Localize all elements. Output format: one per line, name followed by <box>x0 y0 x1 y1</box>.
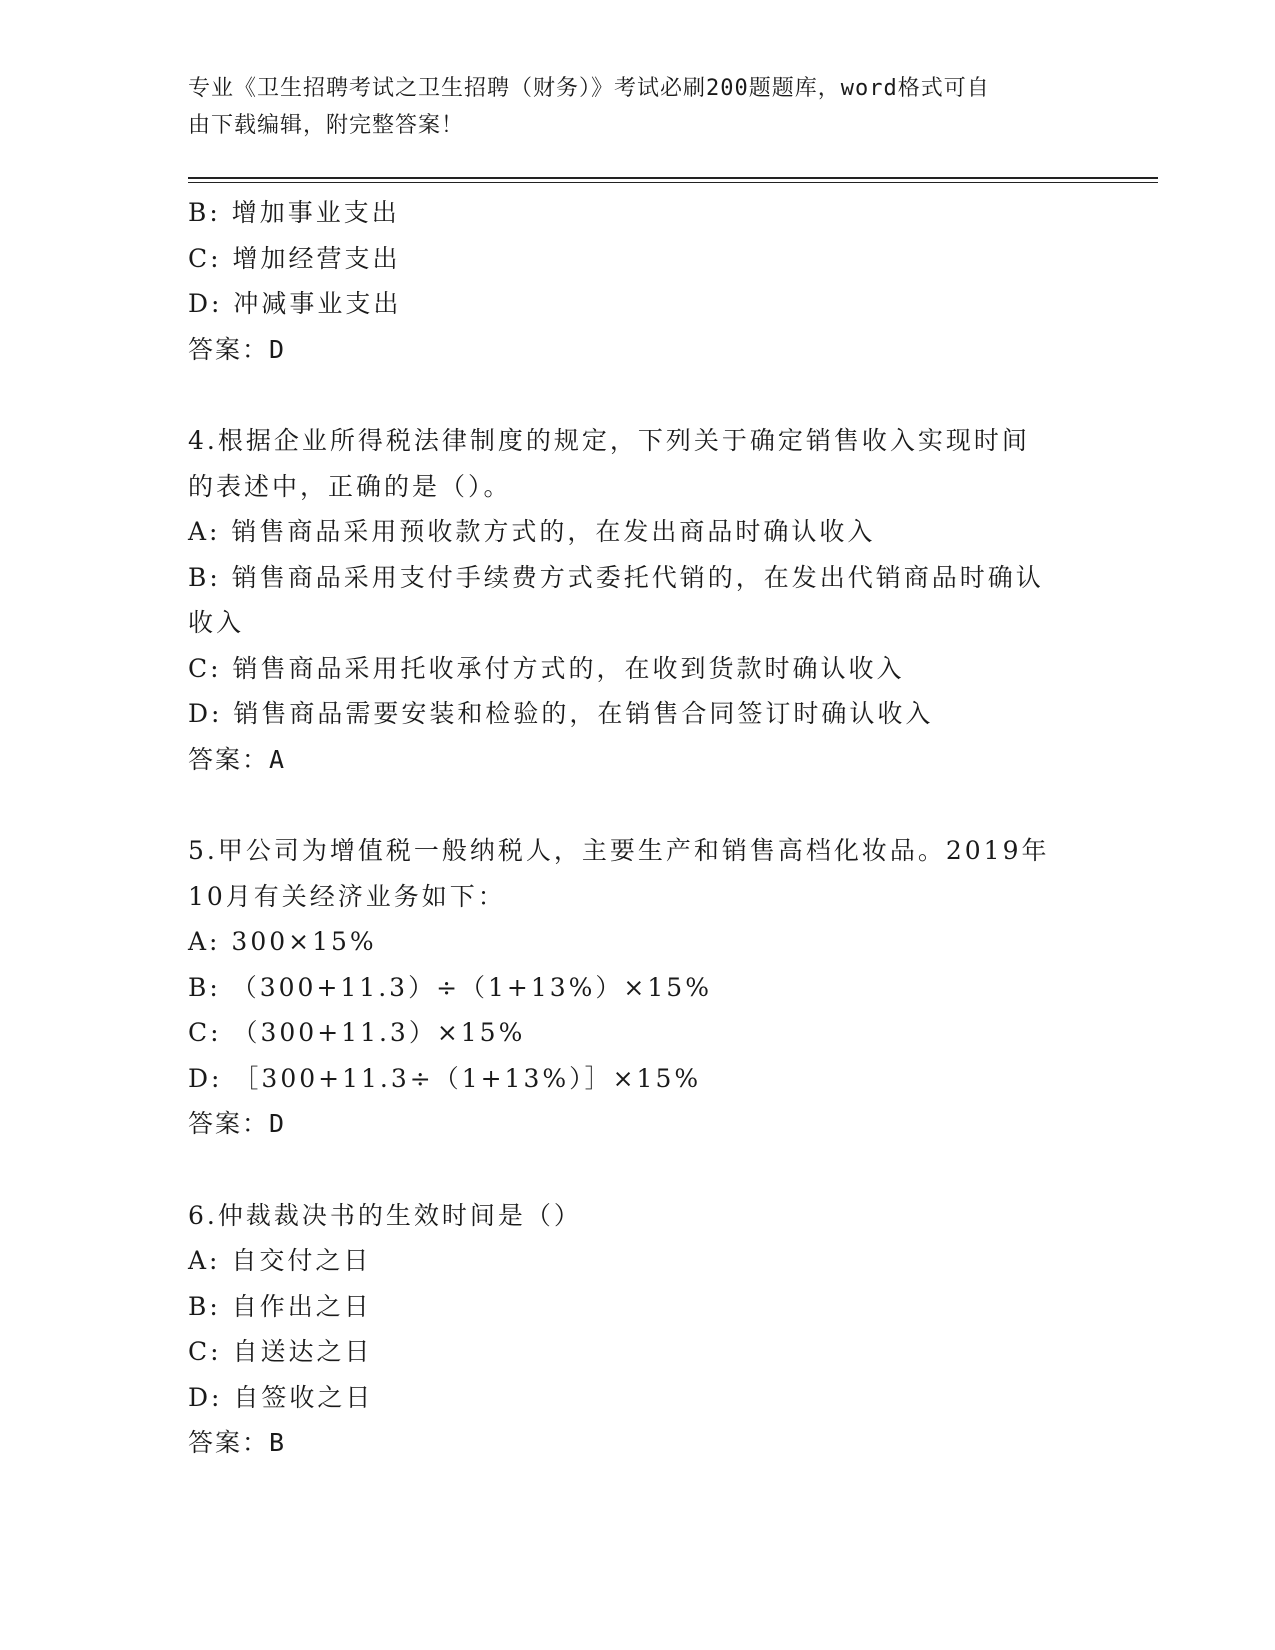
q5-option-b: B: （300+11.3）÷（1+13%）×15% <box>188 972 712 1002</box>
q4-answer: 答案：A <box>188 744 287 774</box>
q4-option-b-line-1: B: 销售商品采用支付手续费方式委托代销的，在发出代销商品时确认 <box>188 562 1044 592</box>
document-header <box>188 70 1068 144</box>
q4-option-a: A: 销售商品采用预收款方式的，在发出商品时确认收入 <box>188 517 876 546</box>
header-line-2: 由下载编辑，附完整答案！ <box>188 113 465 138</box>
question-6 <box>188 1193 1088 1466</box>
q4-stem-line-1: 4.根据企业所得税法律制度的规定，下列关于确定销售收入实现时间 <box>188 426 1030 455</box>
spacer <box>188 1147 1088 1193</box>
question-4 <box>188 418 1088 782</box>
spacer <box>188 372 1088 418</box>
q6-stem: 6.仲裁裁决书的生效时间是（） <box>188 1200 582 1230</box>
header-line-1: 专业《卫生招聘考试之卫生招聘（财务）》考试必刷200题题库，word格式可自 <box>188 76 990 101</box>
question-list <box>188 190 1088 1466</box>
q5-option-a: A: 300×15% <box>188 927 377 956</box>
q6-option-c: C: 自送达之日 <box>188 1337 373 1366</box>
q6-answer: 答案：B <box>188 1428 287 1457</box>
q6-option-a: A: 自交付之日 <box>188 1246 372 1275</box>
q3-option-b: B: 增加事业支出 <box>188 198 400 227</box>
header-divider-thin <box>188 182 1158 183</box>
header-divider-thick <box>188 177 1158 179</box>
q5-stem-line-1: 5.甲公司为增值税一般纳税人，主要生产和销售高档化妆品。2019年 <box>188 836 1050 865</box>
spacer <box>188 782 1088 828</box>
q5-option-c: C: （300+11.3）×15% <box>188 1018 526 1047</box>
q4-option-b-line-2: 收入 <box>188 608 245 637</box>
question-5 <box>188 828 1088 1147</box>
q4-option-c: C: 销售商品采用托收承付方式的，在收到货款时确认收入 <box>188 653 905 683</box>
q5-option-d: D: ［300+11.3÷（1+13%）］×15% <box>188 1063 702 1093</box>
q4-stem-line-2: 的表述中，正确的是（）。 <box>188 471 512 501</box>
q6-option-d: D: 自签收之日 <box>188 1382 374 1412</box>
q5-answer: 答案：D <box>188 1109 287 1138</box>
q3-option-c: C: 增加经营支出 <box>188 243 401 273</box>
q6-option-b: B: 自作出之日 <box>188 1291 372 1321</box>
q5-stem-line-2: 10月有关经济业务如下： <box>188 881 506 911</box>
q4-option-d: D: 销售商品需要安装和检验的，在销售合同签订时确认收入 <box>188 699 934 728</box>
question-3 <box>188 190 1088 372</box>
q3-option-d: D: 冲减事业支出 <box>188 289 402 318</box>
q3-answer: 答案：D <box>188 334 287 364</box>
